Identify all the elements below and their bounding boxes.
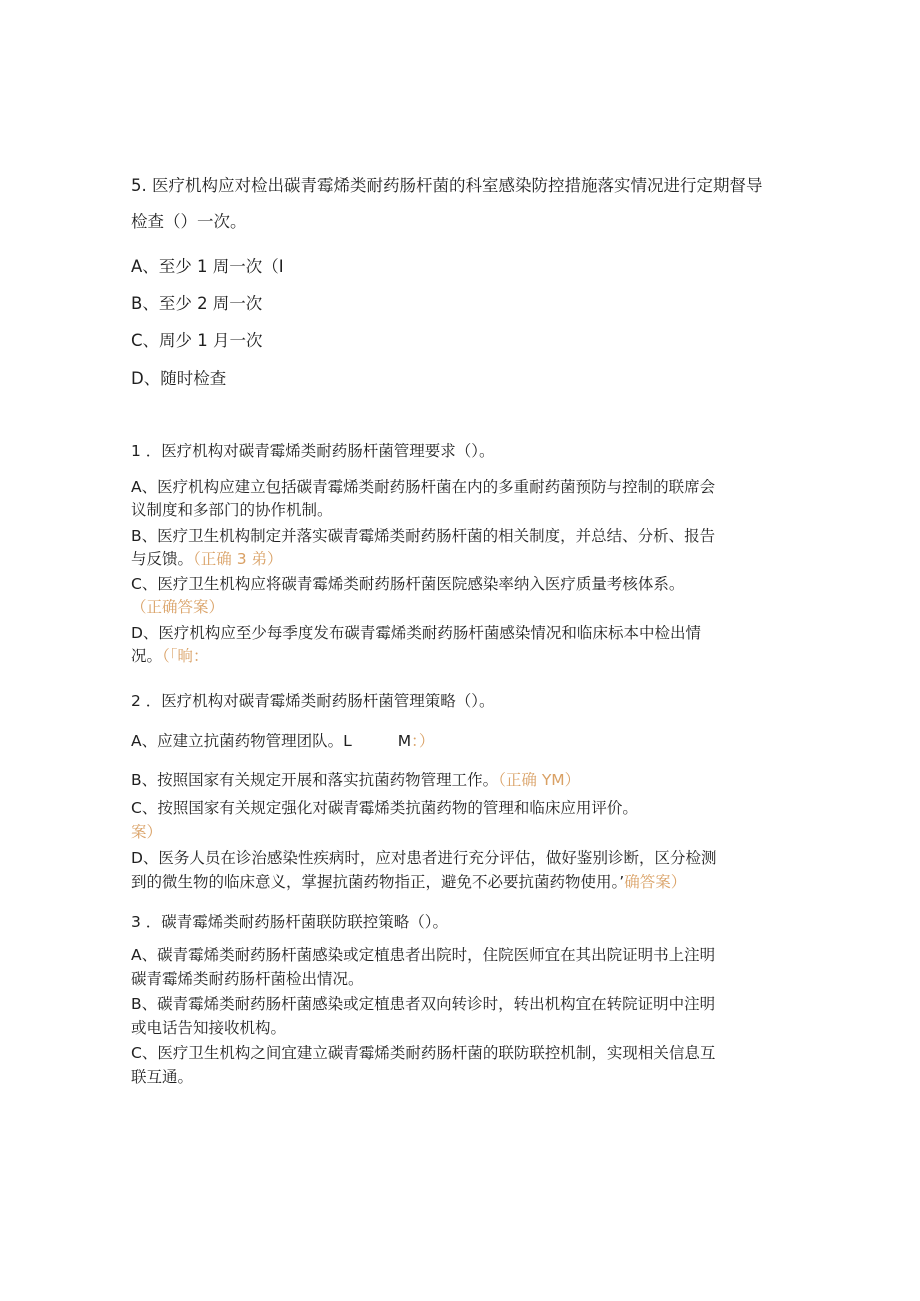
q2-option-d-line-1: D、医务人员在诊治感染性疾病时，应对患者进行充分评估，做好鉴别诊断，区分检测 bbox=[131, 849, 717, 867]
q5-stem-line-2: 检查（）一次。 bbox=[131, 212, 247, 231]
q5-option-d: D、随时检查 bbox=[131, 369, 227, 388]
q2-option-a-tail: M bbox=[397, 732, 412, 750]
q1-option-d-line-2 bbox=[131, 646, 209, 666]
q5-option-c: C、周少 1 月一次 bbox=[131, 331, 263, 350]
q3-option-b-line-1: B、碳青霉烯类耐药肠杆菌感染或定植患者双向转诊时，转出机构宜在转院证明中注明 bbox=[131, 995, 716, 1013]
q2-option-b-answer-mark: （正确 YM） bbox=[498, 771, 581, 789]
q1-option-c-line-1: C、医疗卫生机构应将碳青霉烯类耐药肠杆菌医院感染率纳入医疗质量考核体系。 bbox=[131, 575, 685, 593]
q2-option-a-answer-mark: ：） bbox=[411, 732, 435, 750]
q2-option-a bbox=[131, 731, 434, 751]
q2-option-b-text: B、按照国家有关规定开展和落实抗菌药物管理工作。 bbox=[131, 771, 499, 789]
q3-option-a-line-1: A、碳青霉烯类耐药肠杆菌感染或定植患者出院时，住院医师宜在其出院证明书上注明 bbox=[131, 946, 716, 964]
q5-stem-line-1: 5. 医疗机构应对检出碳青霉烯类耐药肠杆菌的科室感染防控措施落实情况进行定期督导 bbox=[131, 176, 763, 195]
q3-option-a-line-2: 碳青霉烯类耐药肠杆菌检出情况。 bbox=[131, 970, 364, 988]
q2-option-a-text: A、应建立抗菌药物管理团队。L bbox=[131, 732, 352, 750]
q3-option-c-line-1: C、医疗卫生机构之间宜建立碳青霉烯类耐药肠杆菌的联防联控机制，实现相关信息互 bbox=[131, 1044, 716, 1062]
q1-option-b-line-2 bbox=[131, 549, 282, 569]
q1-option-a-line-2: 议制度和多部门的协作机制。 bbox=[131, 501, 333, 519]
q1-option-b-text: 与反馈。 bbox=[131, 550, 194, 568]
q5-option-b: B、至少 2 周一次 bbox=[131, 294, 263, 313]
q3-option-b-line-2: 或电话告知接收机构。 bbox=[131, 1019, 287, 1037]
q1-option-a-line-1: A、医疗机构应建立包括碳青霉烯类耐药肠杆菌在内的多重耐药菌预防与控制的联席会 bbox=[131, 478, 716, 496]
q3-option-c-line-2: 联互通。 bbox=[131, 1068, 194, 1086]
q1-option-d-line-1: D、医疗机构应至少每季度发布碳青霉烯类耐药肠杆菌感染情况和临床标本中检出情 bbox=[131, 624, 701, 642]
q2-option-d-line-2 bbox=[131, 872, 686, 892]
q2-option-c-line-1: C、按照国家有关规定强化对碳青霉烯类抗菌药物的管理和临床应用评价。 bbox=[131, 799, 638, 817]
q2-option-d-text: 到的微生物的临床意义，掌握抗菌药物指正，避免不必要抗菌药物使用。’ bbox=[131, 873, 625, 891]
q1-stem: 1 ．医疗机构对碳青霉烯类耐药肠杆菌管理要求（）。 bbox=[131, 442, 495, 460]
q1-option-d-answer-mark: （「晌： bbox=[162, 647, 209, 665]
q5-option-a: A、至少 1 周一次（I bbox=[131, 257, 284, 276]
q1-option-c-answer-mark: （正确答案） bbox=[131, 598, 225, 616]
q2-option-d-answer-mark: 确答案） bbox=[624, 873, 687, 891]
q1-option-b-answer-mark: （正确 3 弟） bbox=[193, 550, 283, 568]
q2-option-c-answer-mark: 案） bbox=[131, 823, 163, 841]
q2-option-b bbox=[131, 770, 580, 790]
q1-option-d-text: 况。 bbox=[131, 647, 163, 665]
q2-stem: 2 ．医疗机构对碳青霉烯类耐药肠杆菌管理策略（）。 bbox=[131, 692, 495, 710]
q3-stem: 3 ．碳青霉烯类耐药肠杆菌联防联控策略（）。 bbox=[131, 913, 449, 931]
q1-option-b-line-1: B、医疗卫生机构制定并落实碳青霉烯类耐药肠杆菌的相关制度，并总结、分析、报告 bbox=[131, 527, 716, 545]
